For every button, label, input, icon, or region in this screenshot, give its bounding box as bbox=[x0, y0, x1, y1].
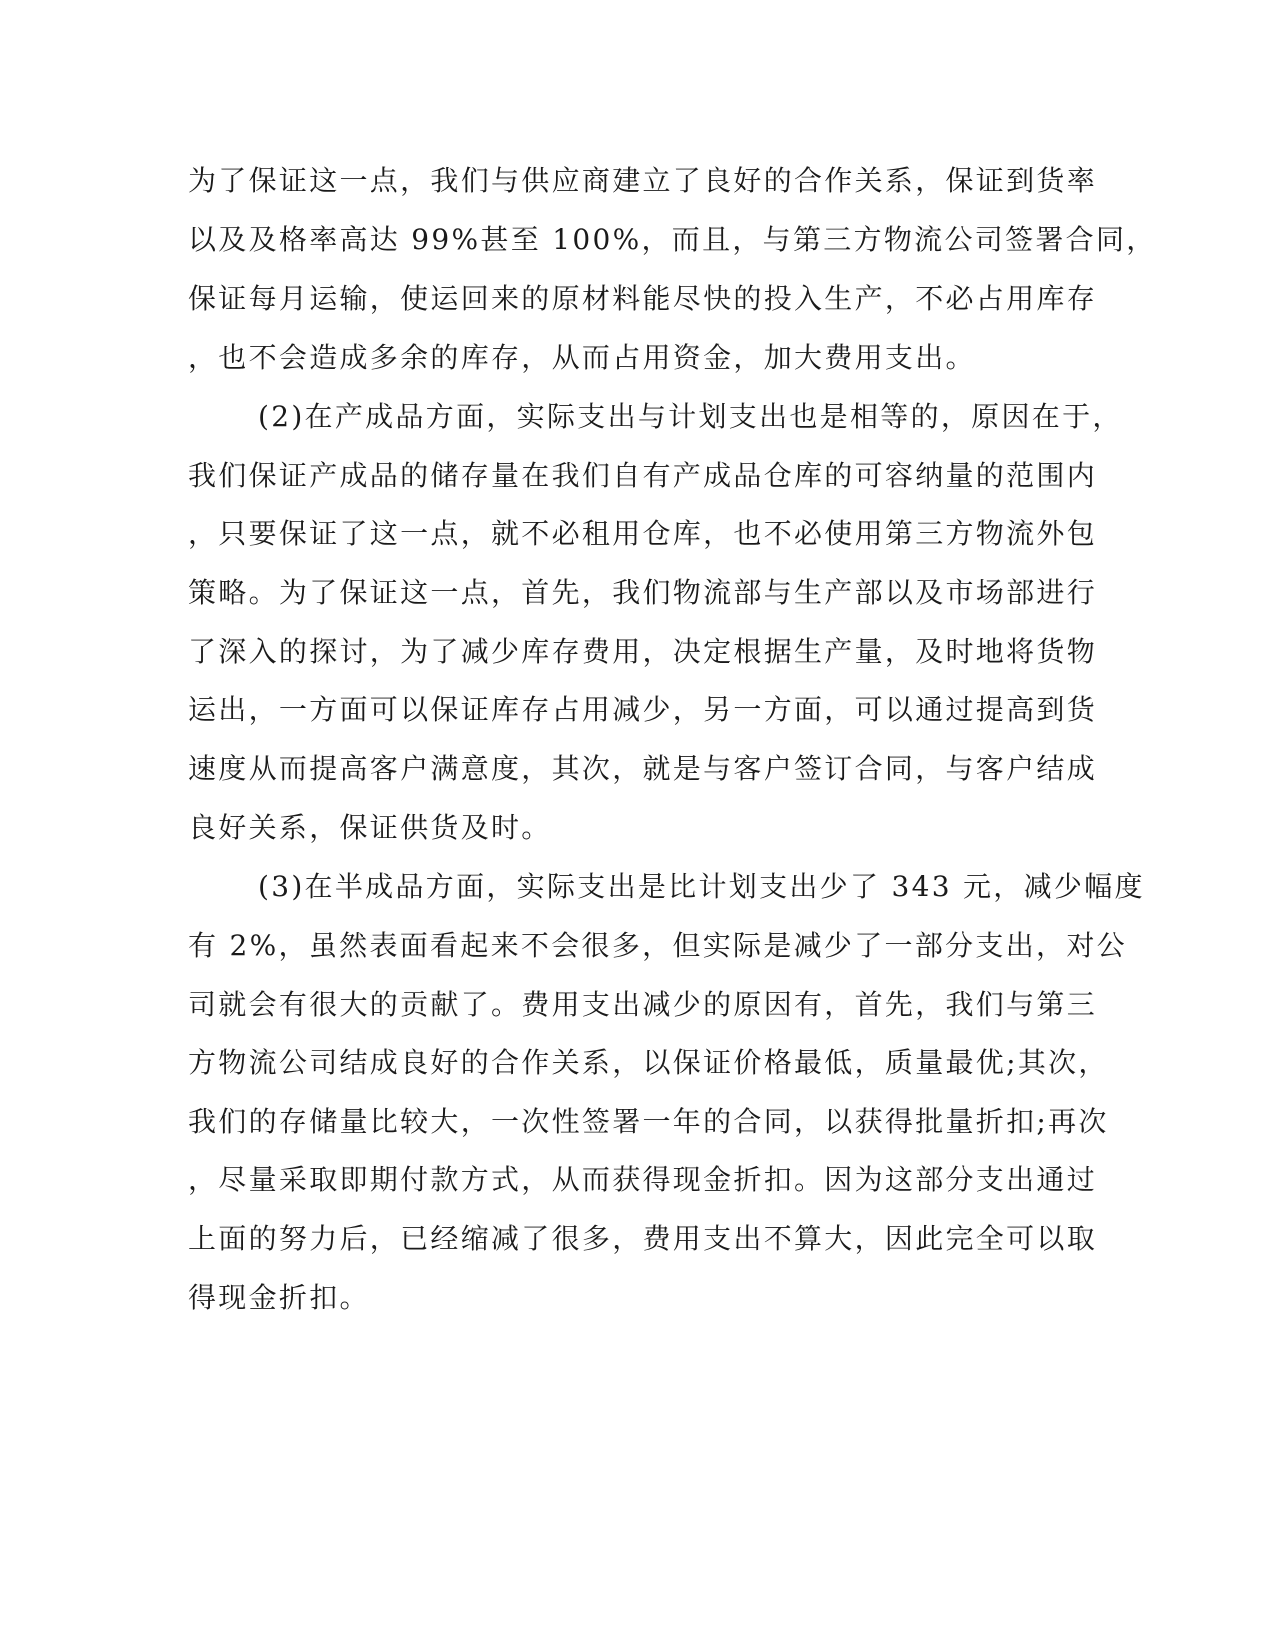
text-line: 保证每月运输，使运回来的原材料能尽快的投入生产，不必占用库存 bbox=[188, 282, 1098, 315]
text-line: 我们的存储量比较大，一次性签署一年的合同，以获得批量折扣;再次 bbox=[188, 1105, 1109, 1138]
text-line: 良好关系，保证供货及时。 bbox=[188, 811, 552, 844]
text-line: 以及及格率高达 99%甚至 100%，而且，与第三方物流公司签署合同， bbox=[188, 223, 1157, 256]
text-line: 策略。为了保证这一点，首先，我们物流部与生产部以及市场部进行 bbox=[188, 576, 1098, 609]
text-line: 得现金折扣。 bbox=[188, 1281, 370, 1314]
paragraph-start-line: (2)在产成品方面，实际支出与计划支出也是相等的，原因在于， bbox=[258, 400, 1123, 433]
text-line: 司就会有很大的贡献了。费用支出减少的原因有，首先，我们与第三 bbox=[188, 988, 1098, 1021]
text-line: 为了保证这一点，我们与供应商建立了良好的合作关系，保证到货率 bbox=[188, 164, 1098, 197]
paragraph-start-line: (3)在半成品方面，实际支出是比计划支出少了 343 元，减少幅度 bbox=[258, 870, 1145, 903]
text-line: 上面的努力后，已经缩减了很多，费用支出不算大，因此完全可以取 bbox=[188, 1222, 1098, 1255]
text-line: 我们保证产成品的储存量在我们自有产成品仓库的可容纳量的范围内 bbox=[188, 459, 1098, 492]
text-line: 方物流公司结成良好的合作关系，以保证价格最低，质量最优;其次， bbox=[188, 1046, 1109, 1079]
text-line: ，也不会造成多余的库存，从而占用资金，加大费用支出。 bbox=[188, 341, 976, 374]
text-line: 了深入的探讨，为了减少库存费用，决定根据生产量，及时地将货物 bbox=[188, 635, 1098, 668]
text-line: 运出，一方面可以保证库存占用减少，另一方面，可以通过提高到货 bbox=[188, 693, 1098, 726]
text-line: ，只要保证了这一点，就不必租用仓库，也不必使用第三方物流外包 bbox=[188, 517, 1098, 550]
text-line: ，尽量采取即期付款方式，从而获得现金折扣。因为这部分支出通过 bbox=[188, 1163, 1098, 1196]
text-line: 有 2%，虽然表面看起来不会很多，但实际是减少了一部分支出，对公 bbox=[188, 929, 1127, 962]
text-line: 速度从而提高客户满意度，其次，就是与客户签订合同，与客户结成 bbox=[188, 752, 1098, 785]
